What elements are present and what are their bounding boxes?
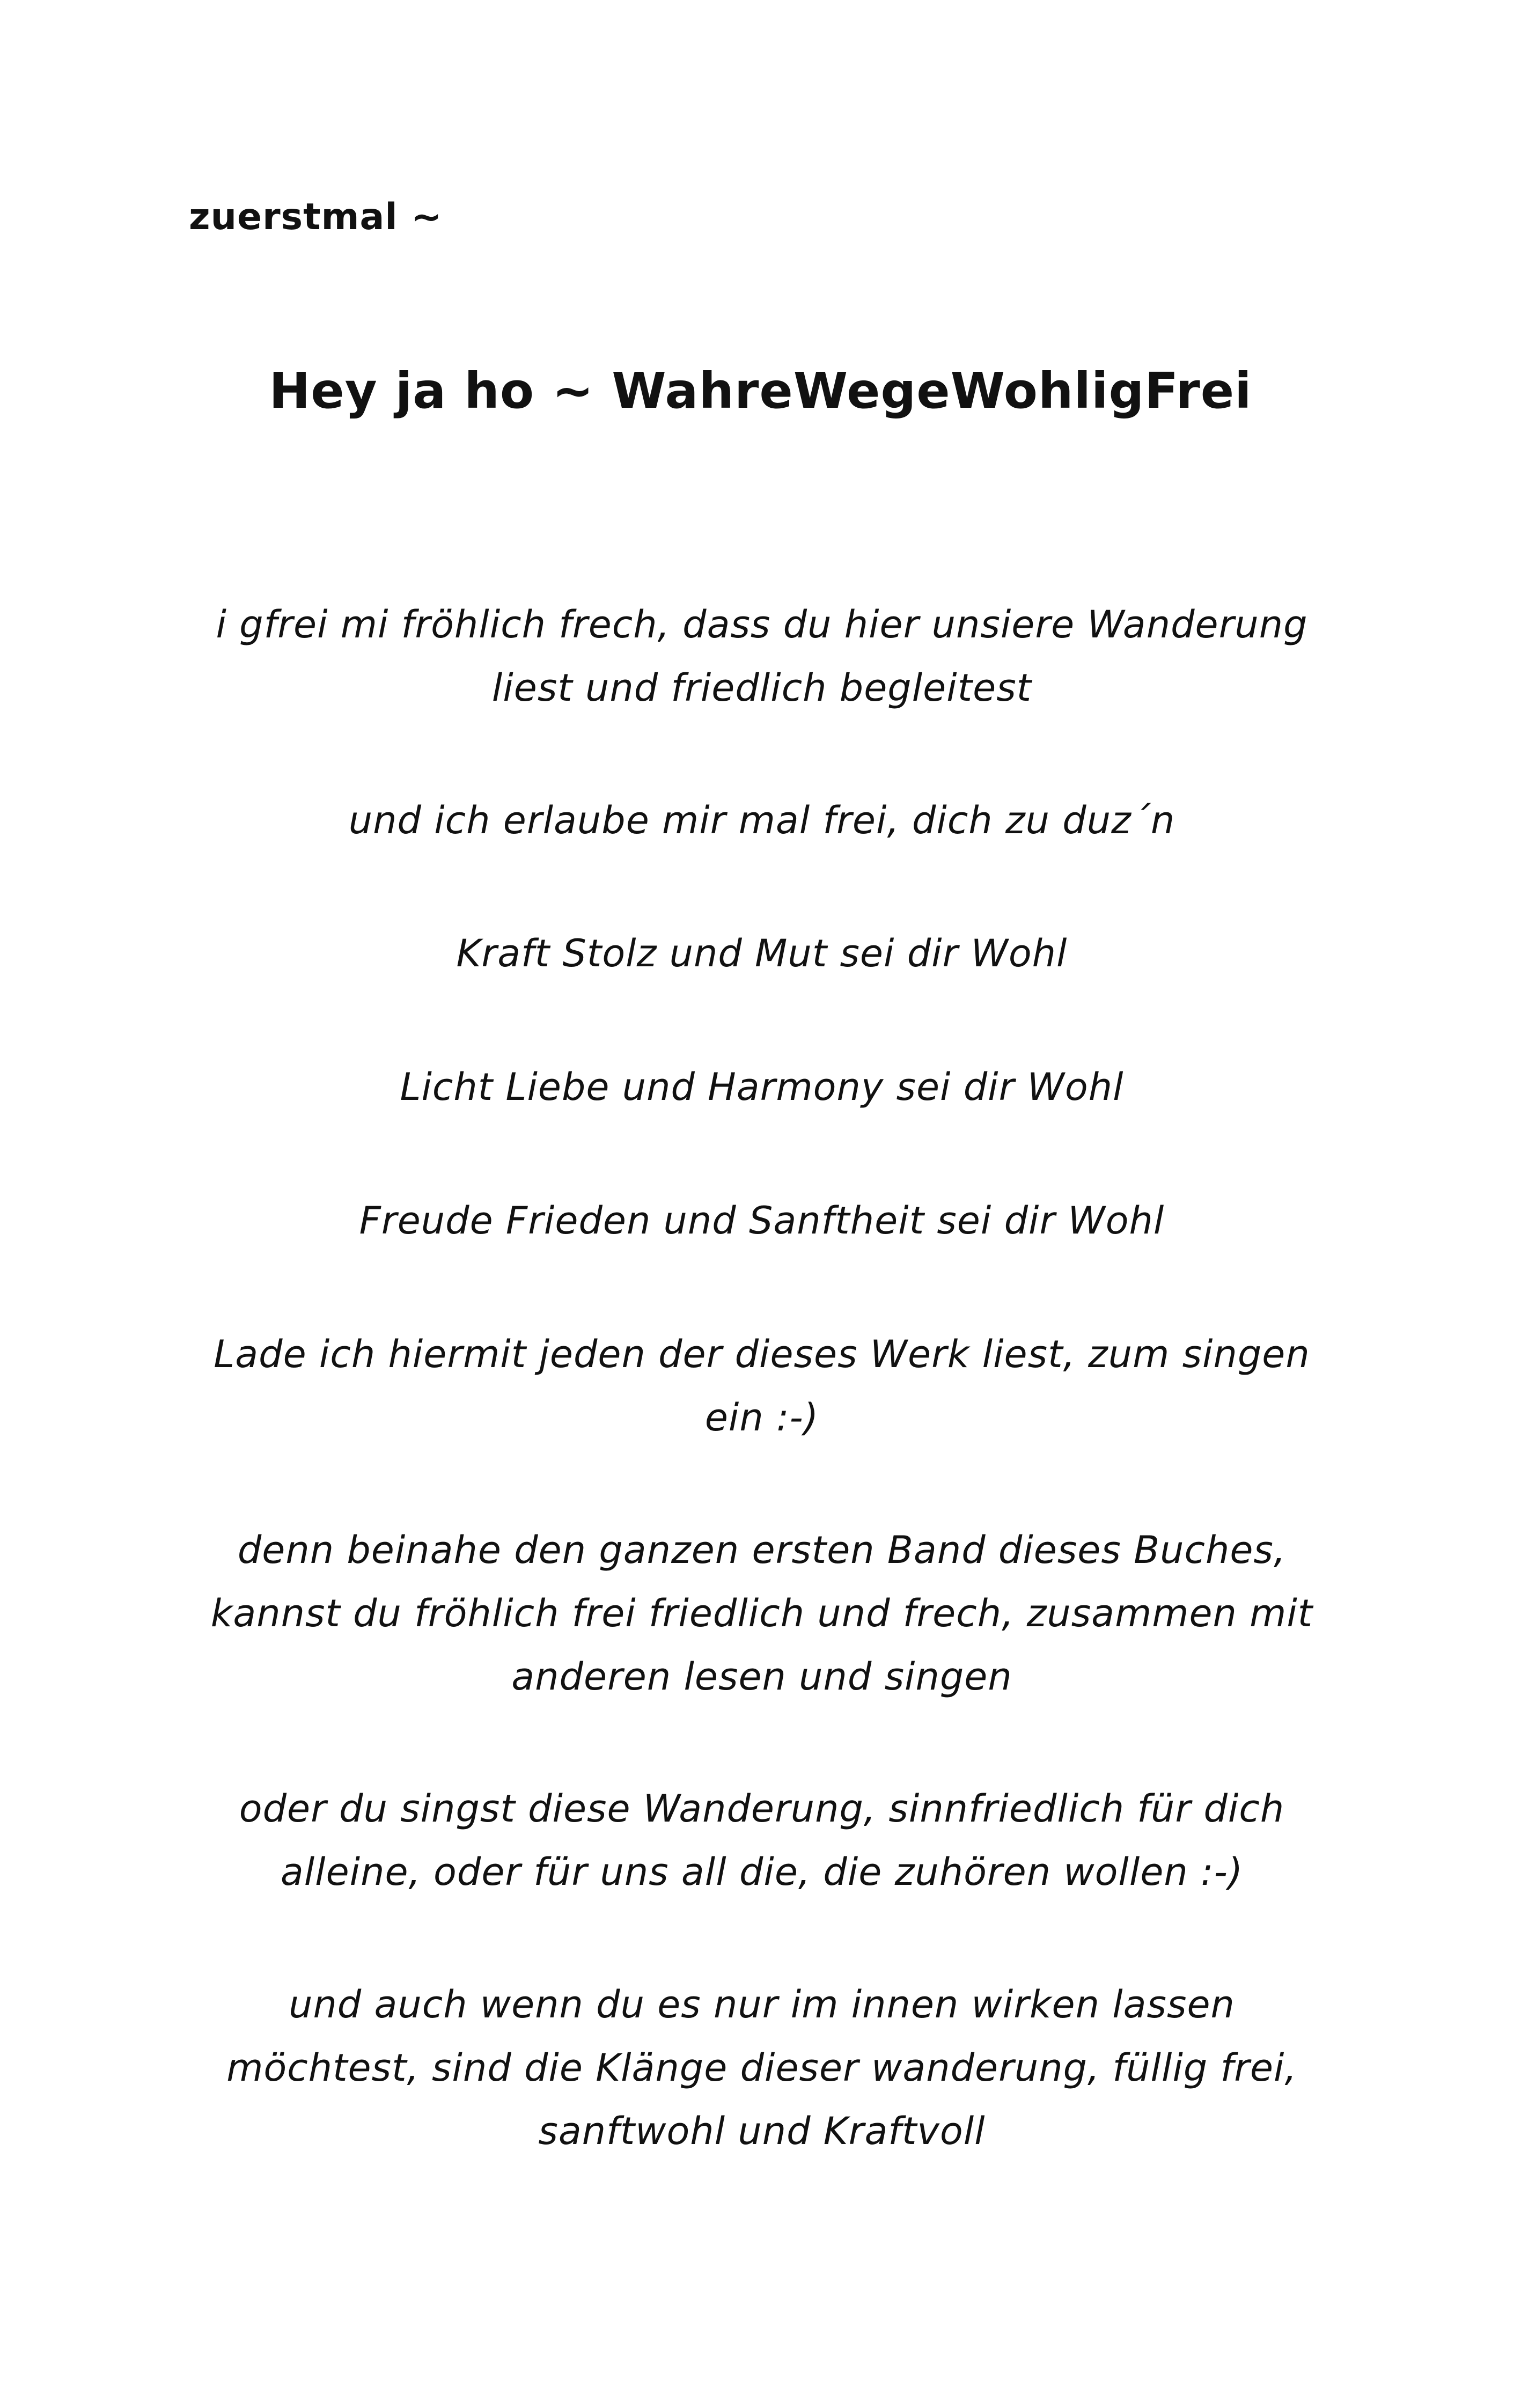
paragraph-line: Kraft Stolz und Mut sei dir Wohl <box>456 931 1068 975</box>
page-title: Hey ja ho ~ WahreWegeWohligFrei <box>269 362 1252 420</box>
paragraph-line: denn beinahe den ganzen ersten Band dieses Buches, <box>237 1528 1287 1572</box>
paragraph-line: ein :-) <box>704 1396 819 1440</box>
paragraph-line: möchtest, sind die Klänge dieser wanderung, füllig frei, <box>226 2046 1297 2090</box>
paragraph-line: anderen lesen und singen <box>511 1655 1012 1699</box>
paragraph-line: und auch wenn du es nur im innen wirken lassen <box>289 1983 1235 2027</box>
paragraph-line: i gfrei mi fröhlich frech, dass du hier unsiere Wanderung <box>216 603 1308 647</box>
paragraph-6 <box>182 1323 1341 1449</box>
paragraph-8 <box>182 1777 1341 1904</box>
paragraph-line: kannst du fröhlich frei friedlich und frech, zusammen mit <box>210 1591 1313 1635</box>
paragraph-3 <box>182 922 1341 985</box>
paragraph-line: sanftwohl und Kraftvoll <box>538 2109 986 2153</box>
paragraph-line: oder du singst diese Wanderung, sinnfriedlich für dich <box>239 1787 1285 1831</box>
paragraph-line: Lade ich hiermit jeden der dieses Werk liest, zum singen <box>214 1332 1310 1376</box>
paragraph-line: liest und friedlich begleitest <box>491 666 1032 710</box>
paragraph-4 <box>182 1055 1341 1119</box>
paragraph-1 <box>182 593 1341 720</box>
paragraph-line: Freude Frieden und Sanftheit sei dir Wohl <box>359 1199 1165 1243</box>
paragraph-7 <box>182 1518 1341 1708</box>
paragraph-2 <box>182 789 1341 852</box>
paragraph-line: Licht Liebe und Harmony sei dir Wohl <box>400 1065 1124 1109</box>
paragraph-9 <box>182 1973 1341 2163</box>
paragraph-line: und ich erlaube mir mal frei, dich zu duz´n <box>348 798 1175 842</box>
paragraph-line: alleine, oder für uns all die, die zuhören wollen :-) <box>280 1850 1244 1894</box>
intro-label: zuerstmal ~ <box>189 196 443 238</box>
paragraph-5 <box>182 1189 1341 1252</box>
